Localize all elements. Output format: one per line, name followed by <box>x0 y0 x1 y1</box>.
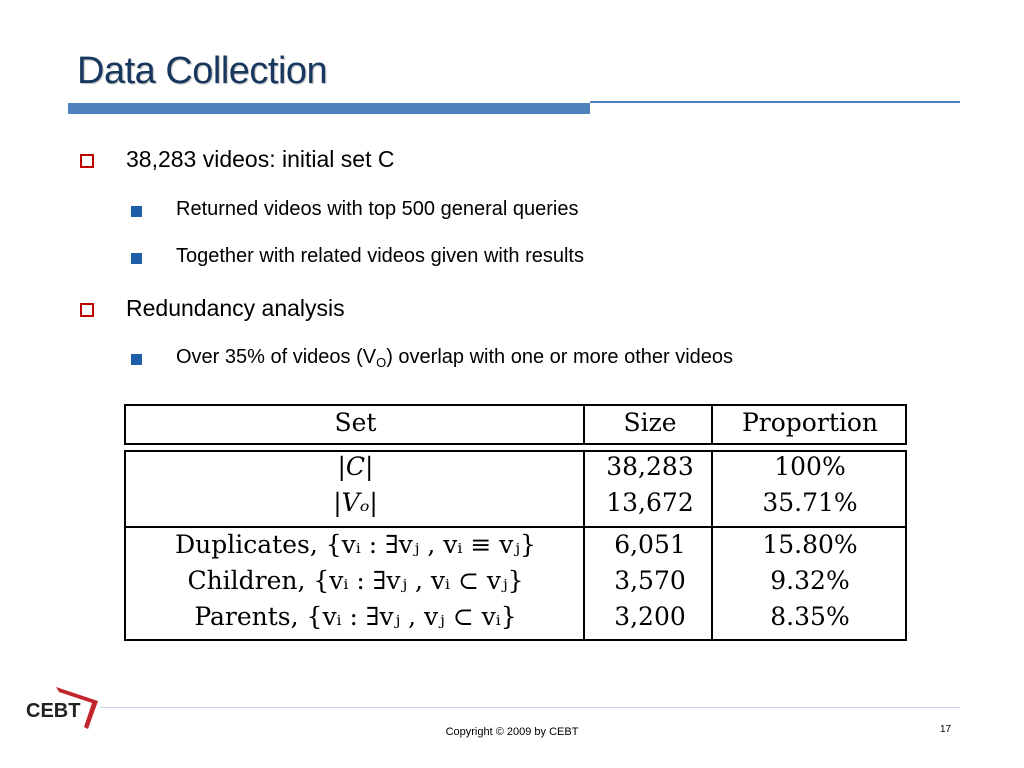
header-proportion: Proportion <box>741 408 879 437</box>
logo-text: CEBT <box>26 700 81 722</box>
copyright-text: Copyright © 2009 by CEBT <box>445 726 579 738</box>
table-cell-set: Children, {vᵢ : ∃vⱼ , vᵢ ⊂ vⱼ} <box>187 566 524 595</box>
table-cell-size: 13,672 <box>606 488 694 517</box>
sub-bullet-text <box>176 346 733 370</box>
table-cell-proportion: 8.35% <box>770 602 850 631</box>
table-cell-set: |C| <box>337 452 374 481</box>
filled-square-bullet-icon <box>131 253 142 264</box>
sub-bullet-text: Returned videos with top 500 general queries <box>176 198 579 220</box>
table-header <box>124 404 907 445</box>
table-cell-proportion: 100% <box>774 452 846 481</box>
table-cell-size: 6,051 <box>614 530 686 559</box>
filled-square-bullet-icon <box>131 206 142 217</box>
table-cell-set: |Vₒ| <box>333 488 378 517</box>
table-cell-proportion: 15.80% <box>762 530 858 559</box>
subscript: O <box>376 355 387 370</box>
title-underline-thin <box>590 101 960 103</box>
table-cell-proportion: 9.32% <box>770 566 850 595</box>
sub-bullet-text-suffix: ) overlap with one or more other videos <box>386 346 734 368</box>
slide-title: Data Collection <box>77 50 328 92</box>
table-cell-set: Duplicates, {vᵢ : ∃vⱼ , vᵢ ≡ vⱼ} <box>175 530 536 559</box>
hollow-square-bullet-icon <box>80 303 94 317</box>
hollow-square-bullet-icon <box>80 154 94 168</box>
table-cell-set: Parents, {vᵢ : ∃vⱼ , vⱼ ⊂ vᵢ} <box>194 602 517 631</box>
title-underline-thick <box>68 103 590 114</box>
footer-divider <box>100 707 960 708</box>
header-set: Set <box>334 408 377 437</box>
row-group-divider <box>126 526 905 528</box>
table-cell-size: 3,570 <box>614 566 686 595</box>
table-cell-size: 3,200 <box>614 602 686 631</box>
header-size: Size <box>623 408 677 437</box>
bullet-text: Redundancy analysis <box>126 295 345 321</box>
bullet-text: 38,283 videos: initial set C <box>126 146 395 172</box>
sub-bullet-text-prefix: Over 35% of videos (V <box>176 346 377 368</box>
page-number: 17 <box>940 724 952 735</box>
table-body <box>124 450 907 641</box>
sub-bullet-text: Together with related videos given with results <box>176 245 584 267</box>
table-cell-proportion: 35.71% <box>762 488 858 517</box>
filled-square-bullet-icon <box>131 354 142 365</box>
table-cell-size: 38,283 <box>606 452 694 481</box>
